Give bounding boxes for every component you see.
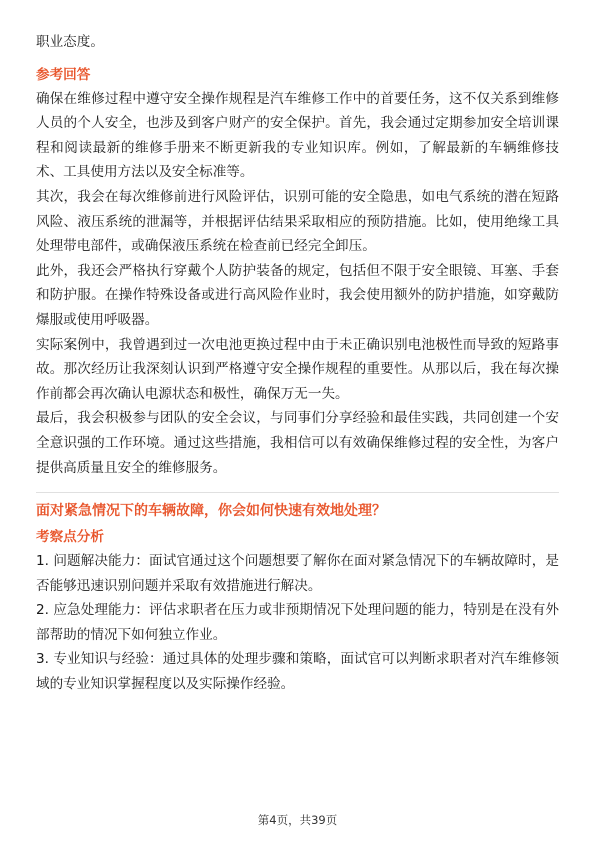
answer-paragraph: 其次，我会在每次维修前进行风险评估，识别可能的安全隐患，如电气系统的潜在短路风险、液压系统的泄漏等，并根据评估结果采取相应的预防措施。比如，使用绝缘工具处理带电部件，或确保液压系统在检查前已经完全卸压。 <box>36 188 559 255</box>
page-number-footer: 第4页，共39页 <box>257 813 338 827</box>
analysis-item: 3. 专业知识与经验：通过具体的处理步骤和策略，面试官可以判断求职者对汽车维修领域的专业知识掌握程度以及实际操作经验。 <box>36 651 559 693</box>
answer-paragraph: 最后，我会积极参与团队的安全会议，与同事们分享经验和最佳实践，共同创建一个安全意识强的工作环境。通过这些措施，我相信可以有效确保维修过程的安全性，为客户提供高质量且安全的维修服务。 <box>36 410 559 476</box>
section-divider <box>36 492 559 493</box>
analysis-item: 1. 问题解决能力：面试官通过这个问题想要了解你在面对紧急情况下的车辆故障时，是否能够迅速识别问题并采取有效措施进行解决。 <box>36 553 559 594</box>
answer-section-label: 参考回答 <box>36 66 91 83</box>
analysis-list <box>36 549 559 697</box>
answer-paragraph: 此外，我还会严格执行穿戴个人防护装备的规定，包括但不限于安全眼镜、耳塞、手套和防护服。在操作特殊设备或进行高风险作业时，我会使用额外的防护措施，如穿戴防爆服或使用呼吸器。 <box>36 262 559 328</box>
answer-paragraph: 确保在维修过程中遵守安全操作规程是汽车维修工作中的首要任务，这不仅关系到维修人员的个人安全，也涉及到客户财产的安全保护。首先，我会通过定期参加安全培训课程和阅读最新的维修手册来不断更新我的专业知识库。例如，了解最新的车辆维修技术、工具使用方法以及安全标准等。 <box>36 90 559 181</box>
analysis-item: 2. 应急处理能力：评估求职者在压力或非预期情况下处理问题的能力，特别是在没有外部帮助的情况下如何独立作业。 <box>36 602 559 643</box>
previous-text-tail: 职业态度。 <box>36 34 104 50</box>
answer-body <box>36 87 559 481</box>
analysis-section-label: 考察点分析 <box>36 529 104 546</box>
page-content <box>36 30 559 697</box>
interview-question-heading: 面对紧急情况下的车辆故障，你会如何快速有效地处理？ <box>36 503 386 520</box>
answer-paragraph: 实际案例中，我曾遇到过一次电池更换过程中由于未正确识别电池极性而导致的短路事故。那次经历让我深刻认识到严格遵守安全操作规程的重要性。从那以后，我在每次操作前都会再次确认电源状态和极性，确保万无一失。 <box>36 336 559 402</box>
